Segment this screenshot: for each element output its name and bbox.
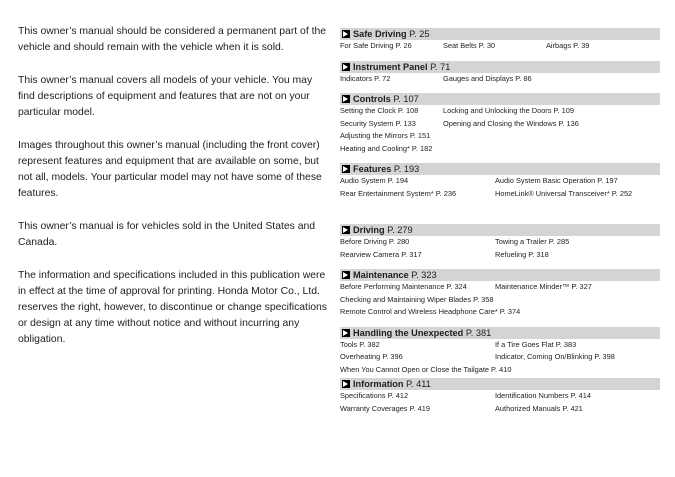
toc-link[interactable]: Audio System Basic Operation P. 197 <box>495 176 618 185</box>
intro-paragraph: This owner’s manual covers all models of your vehicle. You may find descriptions of equipment and features that are not on your particular model. <box>18 75 313 118</box>
intro-paragraph: The information and specifications included in this publication were in effect at the time of approval for printing. Honda Motor Co., Ltd. reserves the right, however, to discontinue or change specifications or design at any time without notice and without incurring any obligation. <box>18 270 328 345</box>
intro-paragraph: This owner’s manual should be considered a permanent part of the vehicle and should remain with the vehicle when it is sold. <box>18 26 327 53</box>
toc-section-handling-unexpected <box>340 327 660 377</box>
toc-link[interactable]: Rear Entertainment System* P. 236 <box>340 188 457 198</box>
intro-paragraph: This owner’s manual is for vehicles sold in the United States and Canada. <box>18 221 316 248</box>
toc-section-instrument-panel <box>340 61 660 86</box>
toc-section-maintenance <box>340 269 660 319</box>
toc-link[interactable]: Gauges and Displays P. 86 <box>443 73 532 83</box>
toc-section-safe-driving <box>340 28 660 53</box>
toc-link[interactable]: Locking and Unlocking the Doors P. 109 <box>443 106 574 115</box>
toc-link[interactable]: Remote Control and Wireless Headphone Care* P. 374 <box>340 307 521 316</box>
table-of-contents <box>340 28 660 423</box>
toc-link[interactable]: For Safe Driving P. 26 <box>340 41 412 50</box>
toc-link[interactable]: Before Driving P. 280 <box>340 237 410 246</box>
toc-link[interactable]: Tools P. 382 <box>340 339 380 349</box>
toc-section-driving <box>340 224 660 261</box>
toc-header[interactable]: Instrument Panel P. 71 <box>340 61 660 73</box>
toc-link[interactable]: Maintenance Minder™ P. 327 <box>495 282 592 291</box>
toc-link[interactable]: Indicator, Coming On/Blinking P. 398 <box>495 352 615 361</box>
toc-link[interactable]: Seat Belts P. 30 <box>443 41 496 50</box>
toc-link[interactable]: Authorized Manuals P. 421 <box>495 403 583 413</box>
toc-link[interactable]: Rearview Camera P. 317 <box>340 249 422 259</box>
toc-link[interactable]: Airbags P. 39 <box>546 41 590 50</box>
intro-text <box>18 24 330 365</box>
toc-link[interactable]: Setting the Clock P. 108 <box>340 106 419 115</box>
toc-header[interactable]: Maintenance P. 323 <box>340 269 660 281</box>
toc-link[interactable]: If a Tire Goes Flat P. 383 <box>495 339 577 349</box>
toc-link[interactable]: HomeLink® Universal Transceiver* P. 252 <box>495 188 633 198</box>
toc-header[interactable]: Features P. 193 <box>340 163 660 175</box>
toc-link[interactable]: Towing a Trailer P. 285 <box>495 237 570 246</box>
toc-section-features <box>340 163 660 200</box>
toc-link[interactable]: Opening and Closing the Windows P. 136 <box>443 118 579 128</box>
toc-link[interactable]: Indicators P. 72 <box>340 73 391 83</box>
toc-header[interactable]: Controls P. 107 <box>340 93 660 105</box>
toc-link[interactable]: Checking and Maintaining Wiper Blades P. 358 <box>340 294 494 304</box>
toc-section-controls <box>340 93 660 155</box>
toc-link[interactable]: Refueling P. 318 <box>495 249 549 259</box>
toc-link[interactable]: Security System P. 133 <box>340 118 416 128</box>
toc-link[interactable]: When You Cannot Open or Close the Tailgate P. 410 <box>340 364 512 374</box>
intro-paragraph: Images throughout this owner’s manual (including the front cover) represent features and equipment that are available on some, but not all, models. Your particular model may not have some of these features. <box>18 140 322 199</box>
toc-link[interactable]: Heating and Cooling* P. 182 <box>340 143 433 153</box>
toc-link[interactable]: Overheating P. 396 <box>340 352 403 361</box>
toc-link[interactable]: Specifications P. 412 <box>340 391 409 400</box>
toc-link[interactable]: Audio System P. 194 <box>340 176 409 185</box>
toc-header[interactable]: Handling the Unexpected P. 381 <box>340 327 660 339</box>
toc-link[interactable]: Identification Numbers P. 414 <box>495 391 591 400</box>
toc-section-information <box>340 378 660 415</box>
toc-link[interactable]: Before Performing Maintenance P. 324 <box>340 282 467 291</box>
toc-link[interactable]: Warranty Coverages P. 419 <box>340 403 430 413</box>
toc-header[interactable]: Information P. 411 <box>340 378 660 390</box>
toc-link[interactable]: Adjusting the Mirrors P. 151 <box>340 131 431 140</box>
toc-header[interactable]: Safe Driving P. 25 <box>340 28 660 40</box>
toc-header[interactable]: Driving P. 279 <box>340 224 660 236</box>
